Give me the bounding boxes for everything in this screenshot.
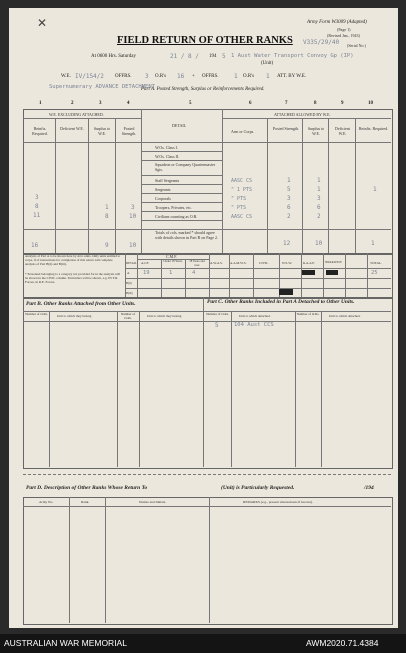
analysis-note: * Personnel belonging to a category not provided for in the analysis will be shown in the CIVIL column. Particulars will be shown, e.g. IN T.R. Forces, in R.E. Forces. <box>25 272 121 284</box>
cell-c6-r7: " PTS <box>231 205 247 211</box>
detail-row-8: Civilians counting as O.R. <box>155 214 198 219</box>
analysis-row-a: A <box>127 271 130 275</box>
col-number-10: 10 <box>368 101 373 106</box>
part-d-col-remarks: REMARKS (e.g., present whereabouts if known). <box>243 500 313 504</box>
cell-c1-total: 16 <box>31 242 39 249</box>
cell-c8-r4: 1 <box>317 177 321 184</box>
part-c-col-number-2: Number of O.Rs. <box>296 312 320 316</box>
offrs-attached-handwritten: 1 <box>234 73 238 80</box>
col4-header: Posted Strength. <box>121 126 137 136</box>
part-b-col-number-2: Number of O.Rs. <box>120 312 136 320</box>
analysis-col-under18: Under 18 Years. <box>163 259 183 263</box>
col-number-9: 9 <box>341 101 344 106</box>
col-number-3: 3 <box>99 101 102 106</box>
col3-header: Surplus to W.E. <box>93 126 111 136</box>
cell-c3-r7: 1 <box>105 204 109 211</box>
year-handwritten: 5 <box>222 53 226 60</box>
col-number-4: 4 <box>127 101 130 106</box>
unit-label: (Unit) <box>261 61 274 66</box>
analysis-under18-value: 1 <box>169 270 173 276</box>
cell-c3-r8: 8 <box>105 213 109 220</box>
part-d-mid: (Unit) is Particularly Requested. <box>221 485 295 491</box>
serial-label: (Serial No.) <box>347 43 366 48</box>
redaction-block-2 <box>326 270 338 275</box>
part-c-entry-number: 5 <box>215 322 219 329</box>
analysis-col-total: TOTAL. <box>370 261 383 265</box>
redaction-block-1 <box>302 270 315 275</box>
part-b-c-table <box>23 297 393 469</box>
part-d-title: Part D. Description of Other Ranks Whose Return To <box>26 485 148 491</box>
col7-header: Posted Strength. <box>272 126 300 131</box>
part-d-table <box>23 497 393 625</box>
part-b-col-unit-1: Unit to which they belong <box>57 314 92 318</box>
part-c-col-unit-1: Unit to which detached. <box>239 314 271 318</box>
part-b-col-unit-2: Unit to which they belong <box>147 314 182 318</box>
analysis-row-biii: B(iii) <box>126 291 133 295</box>
detail-row-1: W.Os. Class I. <box>155 145 178 150</box>
ors-attached-label: O.R's <box>243 74 255 79</box>
ors-attached-handwritten: 1 <box>266 73 270 80</box>
year-label: 194 <box>209 54 217 59</box>
detail-row-5: Sergeants <box>155 187 171 192</box>
serial-number-handwritten: V335/29/40 <box>303 39 340 46</box>
col2-header: Deficient W.E. <box>60 126 84 131</box>
redaction-block-3 <box>279 289 293 295</box>
at-label: At 0600 Hrs. Saturday <box>91 54 136 59</box>
cell-c7-total: 12 <box>283 240 291 247</box>
detail-row-4: Staff Sergeants <box>155 178 180 183</box>
part-d-year: /194 <box>364 485 374 491</box>
we-handwritten: IV/154/2 <box>75 73 104 80</box>
analysis-col-civil: CIVIL <box>259 261 269 265</box>
analysis-cmf-header: C.M.F. <box>166 254 178 259</box>
ors-label: O.R's <box>155 74 167 79</box>
detail-row-6: Corporals <box>155 196 171 201</box>
col9-header: Deficient W.E. <box>335 126 350 136</box>
footer-bar <box>0 634 406 653</box>
cell-c4-r7: 3 <box>131 204 135 211</box>
offrs-handwritten: 3 <box>145 73 149 80</box>
col1-header: Reinfts. Required. <box>32 126 48 136</box>
col-number-7: 7 <box>285 101 288 106</box>
col8-header: Surplus to W.E. <box>307 126 325 136</box>
cell-c10-total: 1 <box>371 240 375 247</box>
footer-institution: AUSTRALIAN WAR MEMORIAL <box>4 638 127 648</box>
part-d-col-army-no: Army No. <box>39 500 54 504</box>
detail-row-2: W.Os. Class II. <box>155 154 180 159</box>
cell-c8-total: 10 <box>315 240 323 247</box>
cell-c6-r4: AASC CS <box>231 178 253 184</box>
cell-c7-r5: 5 <box>287 186 291 193</box>
analysis-col-aif: A.I.F. <box>141 261 149 265</box>
we-excluding-attached-header: W.E. EXCLUDING ATTACHED. <box>49 112 104 117</box>
part-c-col-number-1: Number of O.Rs. <box>206 312 229 316</box>
cell-c7-r8: 2 <box>287 213 291 220</box>
cell-c8-r8: 2 <box>317 213 321 220</box>
part-c-entry-unit: 104 Aust CCS <box>234 322 274 328</box>
detail-row-3: Squadron or Company Quartermaster Sgts. <box>155 162 216 172</box>
analysis-col-raaf: R.A.A.F. <box>303 261 315 265</box>
form-title: FIELD RETURN OF OTHER RANKS <box>117 35 293 46</box>
detail-row-totals: Totals of cols. marked * should agree with details shown in Part B on Page 2. <box>155 230 218 240</box>
analysis-detail-label: DETAIL <box>126 261 137 265</box>
revised-date: (Revised Jan., 1943) <box>327 33 360 38</box>
detail-row-7: Troopers, Privates, etc. <box>155 205 192 210</box>
col-number-8: 8 <box>314 101 317 106</box>
cell-c10-r5: 1 <box>373 186 377 193</box>
analysis-total-value: 25 <box>371 270 378 276</box>
cell-c7-r6: 3 <box>287 195 291 202</box>
analysis-col-aamws: A.A.M.W.S. <box>230 261 247 265</box>
cell-c6-r8: AASC CS <box>231 214 253 220</box>
ors-handwritten: 16 <box>177 73 185 80</box>
col-number-1: 1 <box>39 101 42 106</box>
unit-handwritten: 1 Aust Water Transport Convoy Gp (IP) <box>231 53 354 59</box>
form-page <box>9 8 398 628</box>
part-a-title: Part A. Posted Strength, Surplus or Reinforcements Required. <box>141 87 265 92</box>
cell-c3-total: 9 <box>105 242 109 249</box>
analysis-instructions: Analysis of Part A to be shown here by ALL units. Only units entitled to corps, if of instructions for completion of this return will complete analysis of Part B(ii) and B(iii). <box>25 254 121 266</box>
cell-c8-r6: 3 <box>317 195 321 202</box>
analysis-col-awas: A.W.A.S. <box>210 261 223 265</box>
analysis-18over-value: 4 <box>192 270 196 276</box>
supernumerary-handwritten: Supernumerary ADVANCE DETACHMENT <box>49 84 155 90</box>
cell-c1-r8: 11 <box>33 212 41 219</box>
analysis-row-bii: B(ii) <box>126 281 132 285</box>
cell-c4-total: 10 <box>129 242 137 249</box>
analysis-col-nsw: N.S.W. <box>282 261 293 265</box>
cell-c7-r4: 1 <box>287 177 291 184</box>
part-b-col-number-1: Number of O.Rs. <box>25 312 48 316</box>
cell-c1-r7: 8 <box>35 203 39 210</box>
analysis-aif-value: 19 <box>143 270 150 276</box>
page-number: (Page 1) <box>337 27 351 32</box>
part-c-col-unit-2: Unit to which detached. <box>329 314 361 318</box>
analysis-col-18over: 18 Years and over. <box>189 259 205 267</box>
attached-allowed-header: ATTACHED ALLOWED BY W.E. <box>274 112 331 117</box>
att-by-we-label: ATT. BY W.E. <box>277 74 307 79</box>
date-handwritten: 21 / 8 / <box>170 53 199 60</box>
cell-c7-r7: 6 <box>287 204 291 211</box>
army-form-number: Army Form W3009 (Adapted) <box>307 20 367 25</box>
stamp-mark: ✕ <box>37 16 48 30</box>
col-number-6: 6 <box>249 101 252 106</box>
col10-header: Reinfts. Required. <box>358 126 389 131</box>
part-d-col-rank: Rank. <box>81 500 90 504</box>
offrs-label: OFFRS. <box>115 74 132 79</box>
col-number-2: 2 <box>71 101 74 106</box>
cell-c4-r8: 10 <box>129 213 137 220</box>
cell-c8-r5: 1 <box>317 186 321 193</box>
col6-header: Arm or Corps. <box>231 129 255 134</box>
plus-sign: + <box>192 74 195 79</box>
cell-c1-r6: 3 <box>35 194 39 201</box>
part-b-title: Part B. Other Ranks Attached from Other Units. <box>26 301 136 307</box>
analysis-col-separately: SEPARATELY <box>325 261 343 264</box>
offrs-attached-label: OFFRS. <box>202 74 219 79</box>
part-c-title: Part C. Other Ranks Included in Part A Detached to Other Units. <box>207 299 355 305</box>
we-label: W.E. <box>61 74 71 79</box>
footer-accession-number: AWM2020.71.4384 <box>306 638 379 648</box>
cell-c6-r6: " PTS <box>231 196 247 202</box>
part-d-col-names: Names and Initials. <box>139 500 167 504</box>
cell-c6-r5: " 1 PTS <box>231 187 253 193</box>
detail-header: DETAIL <box>172 123 187 128</box>
col-number-5: 5 <box>189 101 192 106</box>
cell-c8-r7: 6 <box>317 204 321 211</box>
